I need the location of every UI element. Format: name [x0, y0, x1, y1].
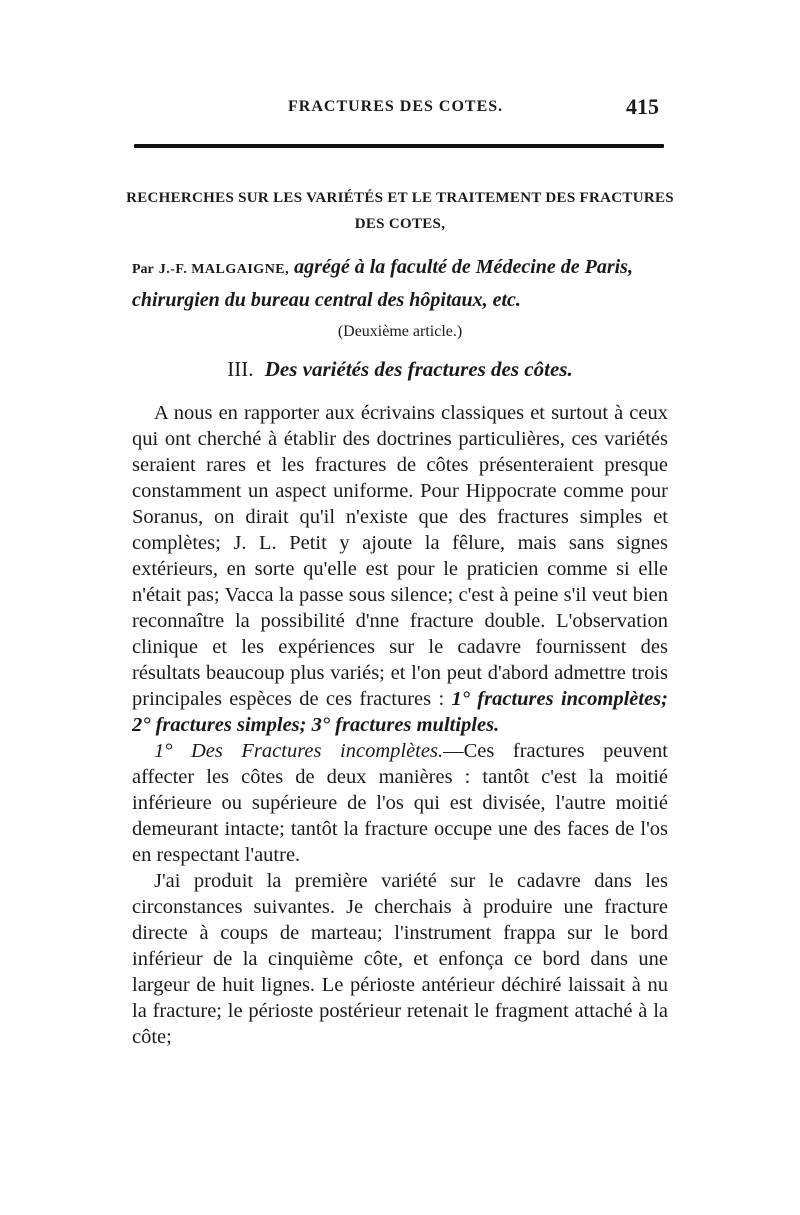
subsection-heading: 1° Des Fractures incomplètes. [154, 740, 444, 762]
paragraph-1 [132, 400, 668, 738]
paragraph-2-text: —Ces fractures peuvent affecter les côtes de deux manières : tantôt c'est la moitié inférieure ou supérieure de l'os qui est divisée, l'autre moitié demeurant intacte; tantôt la fracture occupe une des faces de l'os en respectant l'autre. [132, 740, 668, 866]
list-item-2: 2° fractures simples; [132, 714, 307, 736]
article-title [120, 185, 680, 237]
section-heading [0, 357, 800, 382]
page-number: 415 [626, 94, 659, 119]
header-rule [134, 144, 664, 148]
author-name: J.-F. MALGAIGNE, [158, 262, 290, 277]
list-item-1: 1° fractures incomplètes; [451, 688, 668, 710]
article-note: (Deuxième article.) [337, 323, 463, 340]
article-title-line-2: DES COTES, [354, 216, 446, 232]
running-head [0, 94, 800, 128]
byline [132, 252, 672, 315]
byline-par: Par [132, 262, 154, 277]
paragraph-2 [132, 738, 668, 868]
section-number: III. [227, 357, 254, 381]
body-text [132, 400, 668, 1050]
list-item-3: 3° fractures multiples. [311, 714, 500, 736]
paragraph-3: J'ai produit la première variété sur le cadavre dans les circonstances suivantes. Je cherchais à produire une fracture directe à coups de marteau; l'instrument frappa sur le bord inférieur de la cinquième côte, et enfonça ce bord dans une largeur de huit lignes. Le périoste antérieur déchiré laissait à nu la fracture; le périoste postérieur retenait le fragment attaché à la côte; [132, 870, 668, 1048]
paragraph-1-text: A nous en rapporter aux écrivains classiques et surtout à ceux qui ont cherché à établir des doctrines particulières, ces variétés seraient rares et les fractures de côtes présenteraient presque constamment un aspect uniforme. Pour Hippocrate comme pour Soranus, on dirait qu'il n'existe que des fractures simples et complètes; J. L. Petit y ajoute la fêlure, mais sans signes extérieurs, en sorte qu'elle est pour le praticien comme si elle n'était pas; Vacca la passe sous silence; c'est à peine s'il veut bien reconnaître la possibilité d'nne fracture double. L'observation clinique et les expériences sur le cadavre fournissent des résultats beaucoup plus variés; et l'on peut d'abord admettre trois principales espèces de ces fractures : [132, 402, 668, 710]
article-title-line-1: RECHERCHES SUR LES VARIÉTÉS ET LE TRAITEMENT DES FRACTURES [126, 190, 674, 206]
author-credentials: agrégé à la faculté de Médecine de Paris, chirurgien du bureau central des hôpitaux, etc. [132, 256, 633, 311]
running-title: FRACTURES DES COTES. [288, 98, 504, 115]
section-title: Des variétés des fractures des côtes. [264, 357, 573, 381]
